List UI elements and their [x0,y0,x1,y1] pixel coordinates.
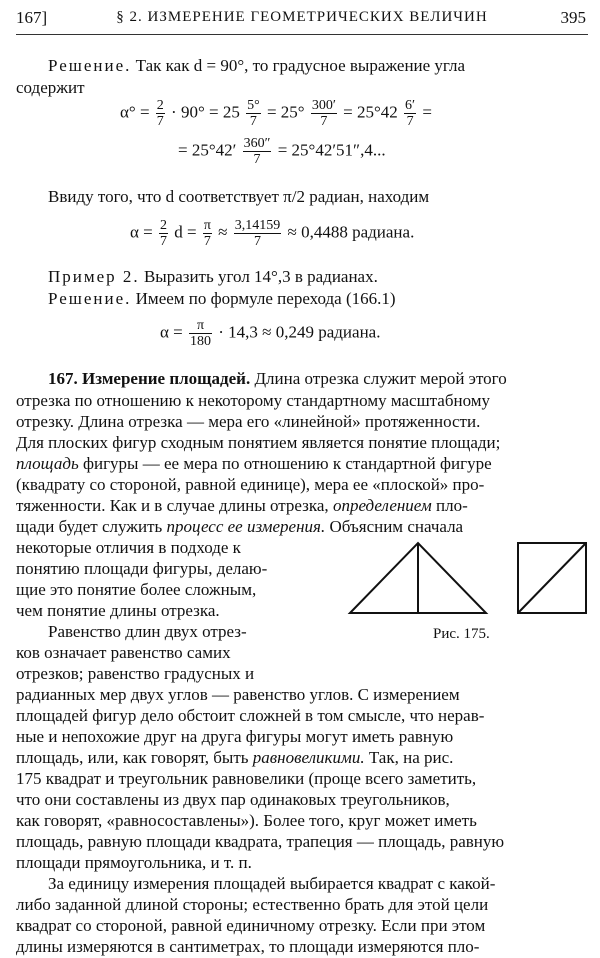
section-line-18: ные и непохожие друг на друга фигуры могут иметь равную [16,727,454,746]
section-l5-text: фигуры — ее мера по отношению к стандартной фигуре [82,454,492,473]
section-line-5 [16,453,492,475]
solution2-label: Решение. [48,289,132,308]
eq4-t1: · 14,3 ≈ 0,249 радиана. [218,322,381,342]
eq1-frac2: $\frac{5^\circ}{7}$ [247,98,260,129]
section-l1-text: Длина отрезка служит мерой этого [254,369,507,388]
section-line-11: щие это понятие более сложным, [16,580,257,599]
triangle-figure [350,543,486,613]
section-line-17: площадей фигур дело обстоит сложней в том смысле, что нерав- [16,706,485,725]
eq1-t3: = 25°42 [343,102,398,122]
section-line-28: длины измеряются в сантиметрах, то площади измеряются пло- [16,937,480,956]
section-line-10: понятию площади фигуры, делаю- [16,559,268,578]
equation-degrees-2 [178,136,386,167]
radian-text: Ввиду того, что d соответствует π/2 радиан, находим [48,187,430,206]
section-line-21: что они составлены из двух пар одинаковых треугольников, [16,790,450,809]
section-line-7 [16,495,468,517]
eq3-t3: ≈ 0,4488 радиана. [287,222,415,242]
page-number: 395 [560,8,586,27]
solution1-label: Решение. [48,56,132,75]
equation-radians [130,218,414,249]
section-line-12: чем понятие длины отрезка. [16,601,220,620]
eq3-lhs: α = [130,222,153,242]
term-definition: определением [332,496,432,515]
equation-example2 [160,318,380,349]
section-line-16: радианных мер двух углов — равенство углов. С измерением [16,685,460,704]
term-process: процесс ее измерения. [166,517,326,536]
section-line-3: отрезку. Длина отрезка — мера его «линейной» протяженности. [16,412,481,431]
eq2-frac: $\frac{360''}{7}$ [243,136,271,167]
eq4-frac: $\frac{\pi}{180}$ [190,318,211,349]
eq3-t1: d = [174,222,197,242]
solution1-line1 [48,55,465,77]
eq1-lhs: α° = [120,102,150,122]
eq1-t2: = 25° [266,102,305,122]
section-line-25: За единицу измерения площадей выбирается квадрат с какой- [48,874,496,893]
term-equal-area: равновеликими. [252,748,365,767]
section-line-1 [48,368,507,390]
solution2-line [48,288,396,310]
eq2-t2: = 25°42′51″,4... [277,140,386,160]
term-area: площадь [16,454,79,473]
eq3-frac1: $\frac{2}{7}$ [160,218,167,249]
eq2-t1: = 25°42′ [178,140,237,160]
section-line-20: 175 квадрат и треугольник равновелики (проще всего заметить, [16,769,477,788]
eq4-lhs: α = [160,322,183,342]
header-rule [16,34,588,35]
eq1-t4: = [422,102,432,122]
section-line-2: отрезка по отношению к некоторому стандартному масштабному [16,391,491,410]
section-l7-a: тяженности. Как и в случае длины отрезка, [16,496,329,515]
example2-line [48,266,378,288]
section-l8-a: щади будет служить [16,517,163,536]
equation-degrees-1 [120,98,432,129]
page-header [16,8,588,34]
section-line-15: отрезков; равенство градусных и [16,664,255,683]
eq1-frac4: $\frac{6'}{7}$ [405,98,416,129]
eq3-frac2: $\frac{\pi}{7}$ [203,218,211,249]
eq1-frac1: $\frac{2}{7}$ [156,98,164,129]
section-ref: 167] [16,8,48,27]
section-line-19 [16,747,453,769]
solution1-line2: содержит [16,78,85,97]
section-line-26: либо заданной длиной стороны; естественно брать для этой цели [16,895,489,914]
section-line-27: квадрат со стороной, равной единичному отрезку. Если при этом [16,916,486,935]
section-line-24: площади прямоугольника, и т. п. [16,853,252,872]
section-line-23: площадь, равную площади квадрата, трапеция — площадь, равную [16,832,505,851]
eq1-t1: · 90° = 25 [171,102,240,122]
figure-175 [340,535,590,625]
section-l7-b: пло- [436,496,468,515]
section-line-9: некоторые отличия в подходе к [16,538,241,557]
example2-text: Выразить угол 14°,3 в радианах. [143,267,378,286]
example2-label: Пример 2. [48,267,140,286]
section-line-22: как говорят, «равносоставлены»). Более того, круг может иметь [16,811,477,830]
eq1-frac3: $\frac{300'}{7}$ [311,98,336,129]
solution1-text: Так как d = 90°, то градусное выражение угла [135,56,466,75]
square-figure [518,543,586,613]
section-line-6: (квадрату со стороной, равной единице), мера ее «плоской» про- [16,475,485,494]
section-l19-b: Так, на рис. [368,748,454,767]
solution2-text: Имеем по формуле перехода (166.1) [135,289,396,308]
eq3-t2: ≈ [218,222,228,242]
eq3-frac3: $\frac{3,14159}{7}$ [234,218,281,249]
running-title: § 2. ИЗМЕРЕНИЕ ГЕОМЕТРИЧЕСКИХ ВЕЛИЧИН [116,9,488,25]
section-line-4: Для плоских фигур сходным понятием является понятие площади; [16,433,501,452]
section-line-14: ков означает равенство самих [16,643,231,662]
figure-caption: Рис. 175. [433,626,490,642]
section-l8-b: Объясним сначала [329,517,464,536]
section-line-13: Равенство длин двух отрез- [48,622,247,641]
section-l19-a: площадь, или, как говорят, быть [16,748,249,767]
section-heading: 167. Измерение площадей. [48,369,251,388]
